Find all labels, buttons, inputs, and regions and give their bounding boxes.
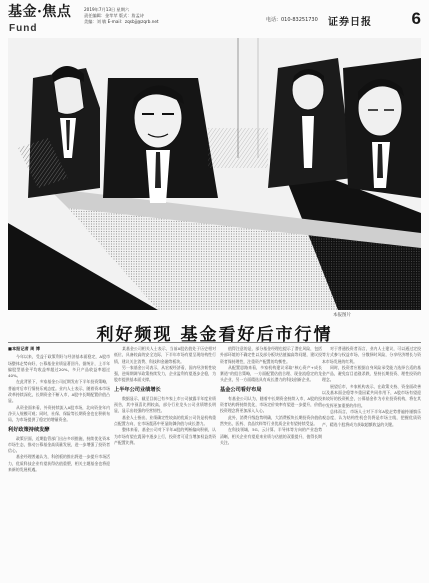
byline: ■本报记者 周 博 (8, 346, 40, 351)
paragraph: 值得注意的是，部分基金经理也提示了潜在风险，包括外部环境的不确定性以及部分板块估值偏高等问题，建议投资者保持理性，注重资产配置的均衡性。 (220, 346, 322, 364)
paragraph: 对于普通投资者而言，业内人士建议，可以通过定投等方式参与权益市场，分散择时风险，分享经济增长与资本市场发展的红利。 (322, 346, 421, 364)
paragraph: 此外，消费升级趋势明确，大消费板块长期投资价值依然突出，医药、食品饮料等行业优质企业有望持续受益。 (220, 414, 322, 426)
paragraph: 展望后市，多家机构表示，在政策支持、资金面改善以及基本面企稳等多重因素共同作用下，A股市场有望迎来较好的投资机会，公募基金作为专业投资机构，将在其中发挥更加重要的作用。 (322, 383, 421, 408)
article-column-4 (322, 346, 421, 578)
header-meta (84, 7, 159, 25)
article-column-2 (114, 346, 216, 578)
right-businessmen (268, 58, 421, 198)
paragraph: 某基金公司相关人士表示，当前A股估值处于历史相对低位，具备较高的安全边际，下半年市场有望呈现结构性行情，建议关注消费、科技和金融等板块。 (114, 346, 216, 364)
paragraph: 今年以来，受益于政策利好与经济基本面稳定，A股市场整体走势向好，公募基金业绩显著回升。据统计，上半年偏股型基金平均收益率超过20%，多只产品收益率超过40%。 (8, 354, 110, 379)
article-column-1 (8, 346, 110, 578)
page-number: 6 (411, 9, 421, 28)
paragraph: 基金人士指出，业绩确定性较高的优质公司仍是机构重点配置方向，在市场震荡中更显防御价值与成长潜力。 (114, 414, 216, 426)
phone-line: 电话：010-83251730 (266, 17, 318, 23)
page-header (8, 3, 421, 39)
paragraph: 有基金公司认为，随着中长期资金持续入市，A股的投资者结构将持续优化，市场定价效率有望进一步提升，价值投资理念将更加深入人心。 (220, 395, 322, 414)
paragraph: 在此背景下，多家基金公司近期发布下半年投资策略，普遍对后市行情持乐观态度。业内人士表示，随着资本市场改革持续深化，长期资金不断入市，A股中长期配置价值凸显。 (8, 379, 110, 404)
businessmen-illustration (8, 38, 421, 310)
paragraph: 政策层面，近期监管部门出台多项措施，持续优化资本市场生态，推动公募基金高质量发展，进一步增强了投资者信心。 (8, 435, 110, 454)
paragraph: 另一家基金公司表示，从宏观经济看，国内经济韧性较强，逆周期调节政策持续发力，企业盈利有望逐步企稳，为股市提供基本面支撑。 (114, 364, 216, 383)
section-title: 基金·焦点 (8, 4, 72, 20)
illustration-credit: 本报图片 (333, 313, 351, 318)
paragraph: 数据显示，截至目前已有多家上市公司披露半年度业绩预告，其中预喜比例较高，部分行业龙头公司业绩增长明显，显示出较强的经营韧性。 (114, 395, 216, 414)
paragraph: 同时，投资者应根据自身风险承受能力选择合适的基金产品，避免盲目追涨杀跌，坚持长期投资、理性投资的理念。 (322, 364, 421, 383)
paragraph: 从资金面来看，外资持续流入A股市场，北向资金年内净买入规模可观；同时，社保、保险等长期资金也在积极布局，为市场提供了稳定的增量资金。 (8, 404, 110, 423)
paragraph: 在科技领域，5G、云计算、半导体等方向的产业趋势清晰，相关企业有望迎来业绩与估值的双重提升，值得长期关注。 (220, 427, 322, 445)
headline-rule (8, 342, 421, 343)
paragraph: 基金经理普遍认为，科创板的推出将进一步提升市场活力，优质科技企业有望获得估值重塑，相关主题基金也将迎来新的发展机遇。 (8, 454, 110, 473)
feature-illustration (8, 38, 421, 310)
paper-logo: 证券日报 (328, 17, 372, 28)
paragraph: 整体来看，基金公司对下半年A股的判断偏向积极，认为市场有望在震荡中逐步上行，投资者可适当增加权益类资产配置比例。 (114, 427, 216, 445)
issue-date: 2019年7月13日 星期六 (84, 7, 130, 12)
paragraph: 总体而言，市场人士对下半年A股走势普遍持谨慎乐观态度，认为结构性机会仍将是市场主线，把握优质资产、精选个股将成为获取超额收益的关键。 (322, 408, 421, 427)
article-column-3 (220, 346, 322, 578)
designer-email-line: 美编：刘 敏 E-mail：zqsbjj@zqrb.net (84, 19, 159, 24)
section-subtitle: Fund (9, 23, 38, 34)
paragraph: 从配置思路来看，多家机构建议采取“核心资产+成长赛道”的组合策略，一方面配置估值合理、现金流稳定的龙头企业，另一方面精选具有成长潜力的科技创新企业。 (220, 364, 322, 383)
subheading: 利好政策持续发酵 (8, 426, 50, 433)
editors-line: 责任编辑：金苹苹 版式：詹孟诗 (84, 13, 144, 18)
subheading: 基金公司看好布局 (220, 386, 262, 393)
article-headline: 利好频现 基金看好后市行情 (96, 325, 333, 345)
subheading: 上半年公司业绩增长 (114, 386, 161, 393)
middle-businessman (103, 78, 218, 203)
